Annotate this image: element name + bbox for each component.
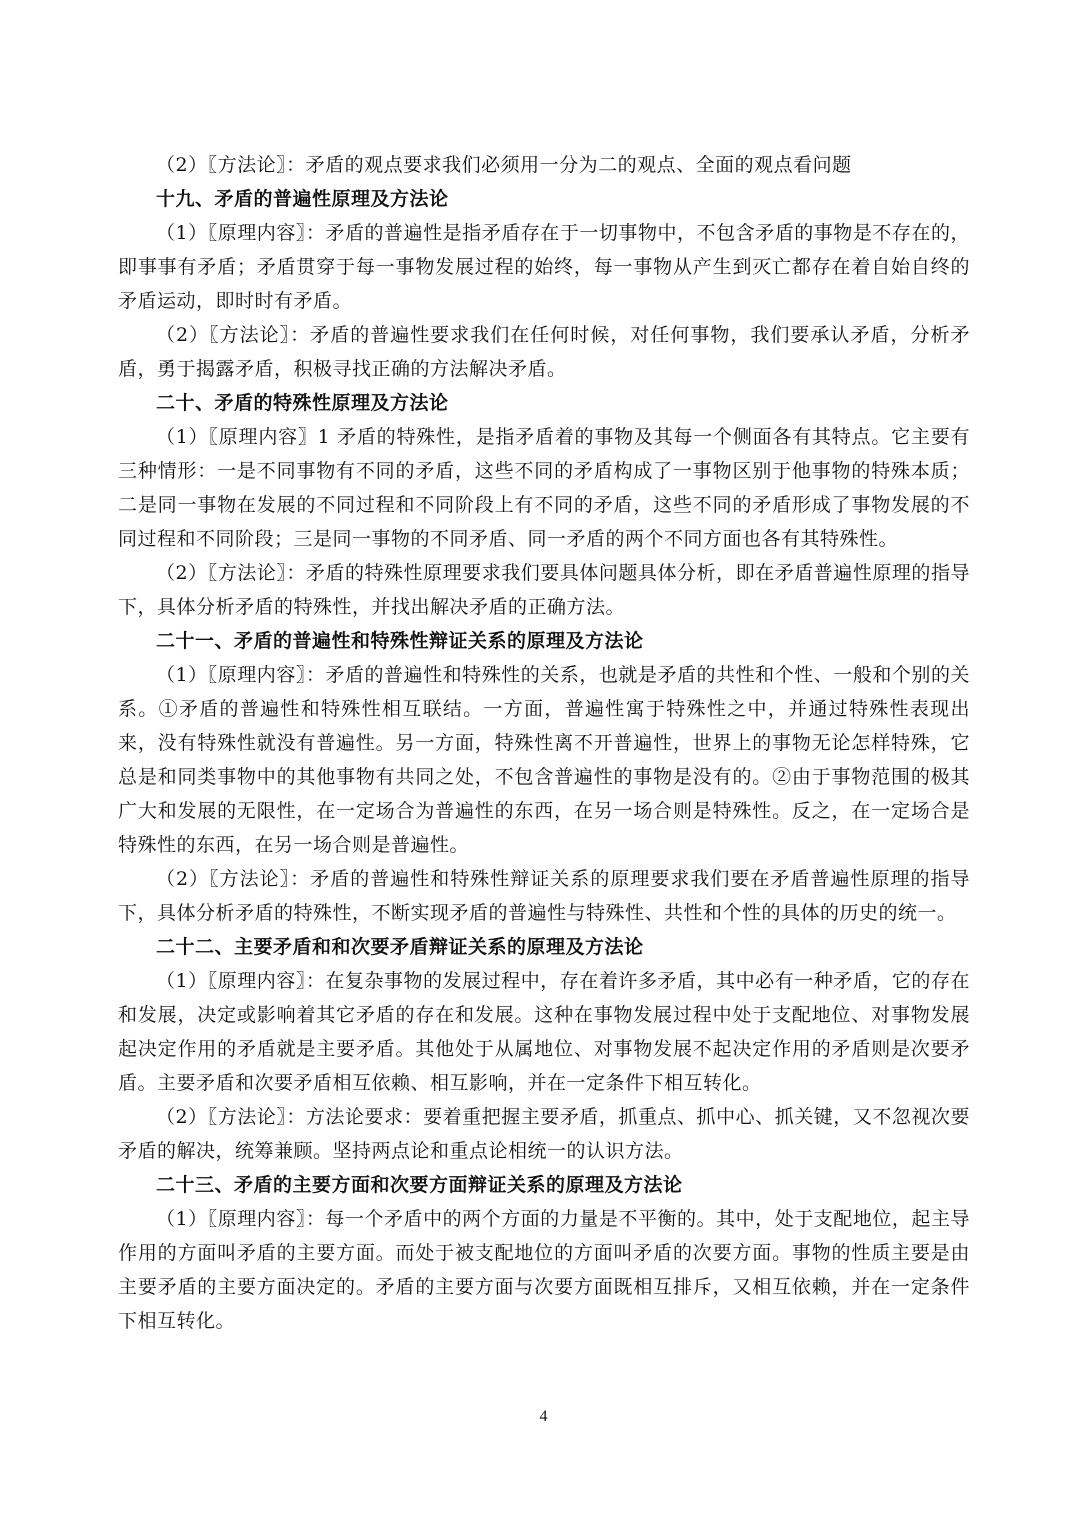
paragraph-20-methodology: （2）〖方法论〗：矛盾的特殊性原理要求我们要具体问题具体分析，即在矛盾普遍性原理的指导下，具体分析矛盾的特殊性，并找出解决矛盾的正确方法。 [118, 562, 970, 618]
document-body [118, 148, 970, 1338]
paragraph-23-principle: （1）〖原理内容〗：每一个矛盾中的两个方面的力量是不平衡的。其中，处于支配地位，起主导作用的方面叫矛盾的主要方面。而处于被支配地位的方面叫矛盾的次要方面。事物的性质主要是由主要矛盾的主要方面决定的。矛盾的主要方面与次要方面既相互排斥，又相互依赖，并在一定条件下相互转化。 [118, 1208, 970, 1332]
page-number: 4 [539, 1408, 548, 1425]
paragraph-methodology-contradiction: （2）〖方法论〗：矛盾的观点要求我们必须用一分为二的观点、全面的观点看问题 [156, 154, 852, 176]
section-heading-22: 二十二、主要矛盾和和次要矛盾辩证关系的原理及方法论 [156, 936, 644, 958]
paragraph-19-methodology: （2）〖方法论〗：矛盾的普遍性要求我们在任何时候，对任何事物，我们要承认矛盾，分析矛盾，勇于揭露矛盾，积极寻找正确的方法解决矛盾。 [118, 324, 970, 380]
section-heading-21: 二十一、矛盾的普遍性和特殊性辩证关系的原理及方法论 [156, 630, 644, 652]
paragraph-19-principle: （1）〖原理内容〗：矛盾的普遍性是指矛盾存在于一切事物中，不包含矛盾的事物是不存在的，即事事有矛盾；矛盾贯穿于每一事物发展过程的始终，每一事物从产生到灭亡都存在着自始自终的矛盾运动，即时时有矛盾。 [118, 222, 970, 312]
paragraph-22-principle: （1）〖原理内容〗：在复杂事物的发展过程中，存在着许多矛盾，其中必有一种矛盾，它的存在和发展，决定或影响着其它矛盾的存在和发展。这种在事物发展过程中处于支配地位、对事物发展起决定作用的矛盾就是主要矛盾。其他处于从属地位、对事物发展不起决定作用的矛盾则是次要矛盾。主要矛盾和次要矛盾相互依赖、相互影响，并在一定条件下相互转化。 [118, 970, 970, 1094]
section-heading-23: 二十三、矛盾的主要方面和次要方面辩证关系的原理及方法论 [156, 1174, 683, 1196]
section-heading-19: 十九、矛盾的普遍性原理及方法论 [156, 188, 449, 210]
section-heading-20: 二十、矛盾的特殊性原理及方法论 [156, 392, 449, 414]
paragraph-21-principle: （1）〖原理内容〗：矛盾的普遍性和特殊性的关系，也就是矛盾的共性和个性、一般和个别的关系。①矛盾的普遍性和特殊性相互联结。一方面，普遍性寓于特殊性之中，并通过特殊性表现出来，没有特殊性就没有普遍性。另一方面，特殊性离不开普遍性，世界上的事物无论怎样特殊，它总是和同类事物中的其他事物有共同之处，不包含普遍性的事物是没有的。②由于事物范围的极其广大和发展的无限性，在一定场合为普遍性的东西，在另一场合则是特殊性。反之，在一定场合是特殊性的东西，在另一场合则是普遍性。 [118, 664, 970, 856]
paragraph-22-methodology: （2）〖方法论〗：方法论要求：要着重把握主要矛盾，抓重点、抓中心、抓关键，又不忽视次要矛盾的解决，统筹兼顾。坚持两点论和重点论相统一的认识方法。 [118, 1106, 970, 1162]
paragraph-21-methodology: （2）〖方法论〗：矛盾的普遍性和特殊性辩证关系的原理要求我们要在矛盾普遍性原理的指导下，具体分析矛盾的特殊性，不断实现矛盾的普遍性与特殊性、共性和个性的具体的历史的统一。 [118, 868, 970, 924]
paragraph-20-principle: （1）〖原理内容〗1 矛盾的特殊性，是指矛盾着的事物及其每一个侧面各有其特点。它主要有三种情形：一是不同事物有不同的矛盾，这些不同的矛盾构成了一事物区别于他事物的特殊本质；二是同一事物在发展的不同过程和不同阶段上有不同的矛盾，这些不同的矛盾形成了事物发展的不同过程和不同阶段；三是同一事物的不同矛盾、同一矛盾的两个不同方面也各有其特殊性。 [118, 426, 970, 550]
